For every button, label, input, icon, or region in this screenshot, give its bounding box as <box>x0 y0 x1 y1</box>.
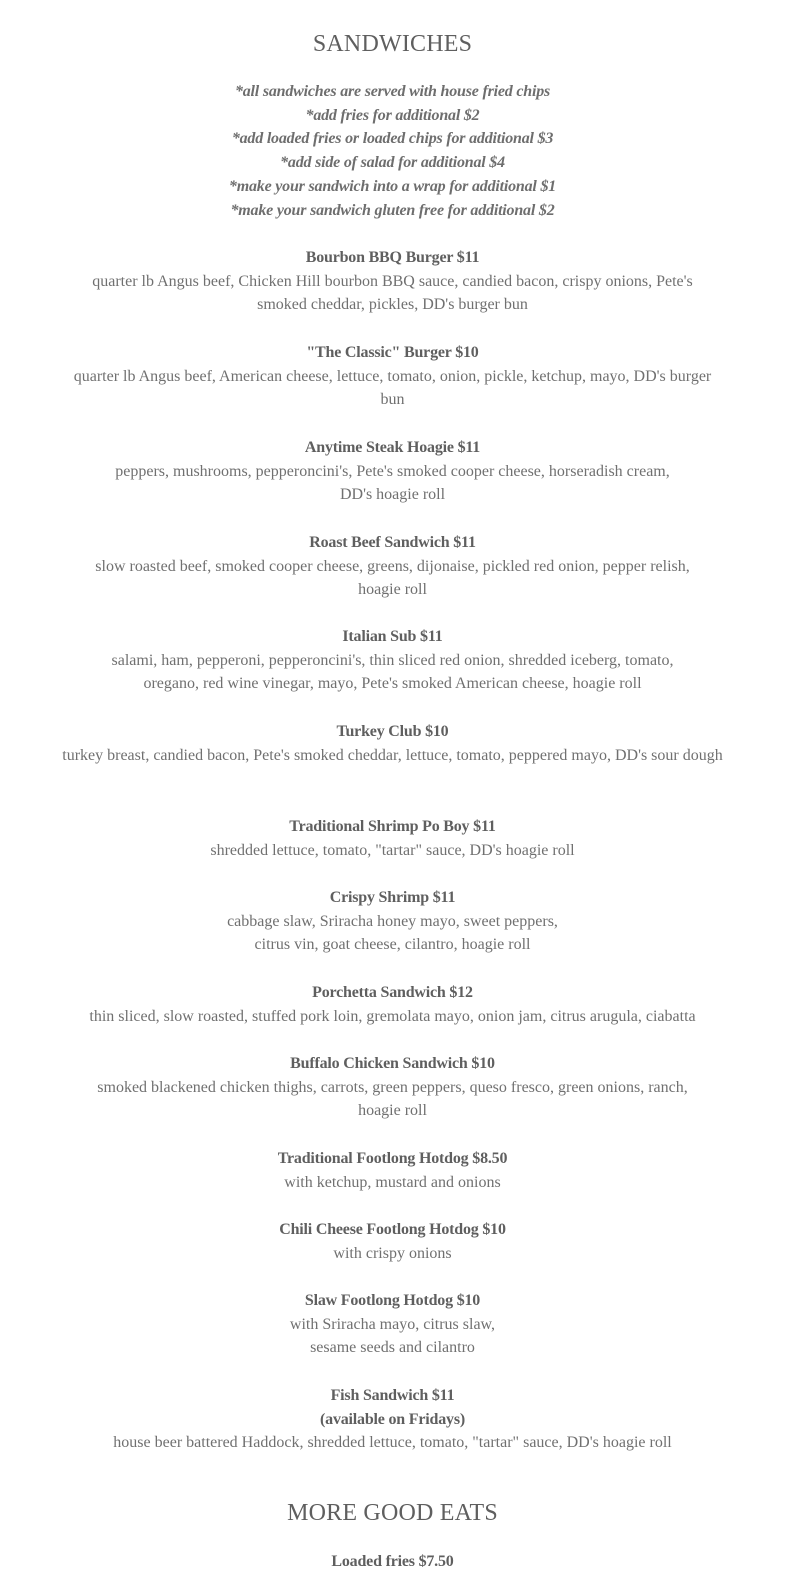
menu-item-turkey-club <box>0 720 785 767</box>
menu-item-crispy-shrimp <box>0 886 785 957</box>
item-name: Crispy Shrimp $11 <box>329 889 456 906</box>
item-name: Anytime Steak Hoagie $11 <box>304 439 481 456</box>
menu-item-chili-cheese-hotdog <box>0 1218 785 1265</box>
item-description: slow roasted beef, smoked cooper cheese, greens, dijonaise, pickled red onion, pepper relish, hoagie roll <box>95 557 690 599</box>
menu-item-shrimp-po-boy <box>0 815 785 862</box>
note-line: *make your sandwich into a wrap for additional $1 <box>228 177 557 195</box>
menu-item-traditional-hotdog <box>0 1147 785 1194</box>
sandwiches-heading: SANDWICHES <box>312 31 473 57</box>
more-good-eats-heading: MORE GOOD EATS <box>287 1500 498 1526</box>
menu-item-bourbon-bbq-burger <box>0 246 785 317</box>
item-description: salami, ham, pepperoni, pepperoncini's, thin sliced red onion, shredded iceberg, tomato, oregano, red wine vinegar, mayo, Pete's smoked American cheese, hoagie roll <box>111 651 674 693</box>
item-name: Buffalo Chicken Sandwich $10 <box>290 1055 495 1072</box>
item-name: Traditional Shrimp Po Boy $11 <box>289 818 496 835</box>
menu-item-buffalo-chicken <box>0 1052 785 1123</box>
item-name: Loaded fries $7.50 <box>331 1553 454 1570</box>
item-description: thin sliced, slow roasted, stuffed pork loin, gremolata mayo, onion jam, citrus arugula, ciabatta <box>89 1007 696 1025</box>
item-description: cabbage slaw, Sriracha honey mayo, sweet peppers, citrus vin, goat cheese, cilantro, hoagie roll <box>227 912 558 954</box>
item-description: house beer battered Haddock, shredded lettuce, tomato, "tartar" sauce, DD's hoagie roll <box>113 1434 672 1452</box>
item-name: Chili Cheese Footlong Hotdog $10 <box>279 1221 506 1238</box>
item-name: Traditional Footlong Hotdog $8.50 <box>277 1150 508 1167</box>
item-name: "The Classic" Burger $10 <box>306 344 479 361</box>
item-availability-note: (available on Fridays) <box>320 1410 465 1428</box>
note-line: *add loaded fries or loaded chips for additional $3 <box>231 130 554 148</box>
menu-item-porchetta <box>0 981 785 1028</box>
note-line: *all sandwiches are served with house fried chips <box>234 83 551 100</box>
item-description: peppers, mushrooms, pepperoncini's, Pete's smoked cooper cheese, horseradish cream, DD's hoagie roll <box>115 462 670 504</box>
note-line: *add fries for additional $2 <box>305 106 480 124</box>
menu-item-roast-beef <box>0 531 785 602</box>
item-description: smoked blackened chicken thighs, carrots, green peppers, queso fresco, green onions, ranch, hoagie roll <box>97 1078 688 1120</box>
item-description: quarter lb Angus beef, Chicken Hill bourbon BBQ sauce, candied bacon, crispy onions, Pete's smoked cheddar, pickles, DD's burger bun <box>92 272 693 314</box>
item-description: turkey breast, candied bacon, Pete's smoked cheddar, lettuce, tomato, peppered mayo, DD's sour dough <box>62 746 723 764</box>
item-name: Roast Beef Sandwich $11 <box>309 534 476 551</box>
note-line: *add side of salad for additional $4 <box>280 154 505 172</box>
item-description: shredded lettuce, tomato, "tartar" sauce, DD's hoagie roll <box>210 841 575 859</box>
item-name: Italian Sub $11 <box>342 628 443 645</box>
item-description: with crispy onions <box>333 1244 452 1262</box>
item-name: Slaw Footlong Hotdog $10 <box>304 1292 481 1309</box>
item-description: quarter lb Angus beef, American cheese, lettuce, tomato, onion, pickle, ketchup, mayo, DD's burger bun <box>73 367 712 409</box>
item-description: with ketchup, mustard and onions <box>284 1173 501 1191</box>
item-name: Bourbon BBQ Burger $11 <box>305 249 480 266</box>
item-description: with Sriracha mayo, citrus slaw, sesame seeds and cilantro <box>289 1315 496 1357</box>
item-name: Porchetta Sandwich $12 <box>312 984 473 1001</box>
item-name: Turkey Club $10 <box>336 723 449 740</box>
menu-item-loaded-fries <box>0 1550 785 1574</box>
note-line: *make your sandwich gluten free for additional $2 <box>230 201 555 219</box>
menu-item-steak-hoagie <box>0 436 785 507</box>
item-name: Fish Sandwich $11 <box>330 1387 455 1404</box>
menu-item-classic-burger <box>0 341 785 412</box>
menu-item-slaw-hotdog <box>0 1289 785 1360</box>
menu-item-italian-sub <box>0 625 785 696</box>
sandwich-notes <box>0 80 785 222</box>
menu-item-fish-sandwich <box>0 1384 785 1455</box>
